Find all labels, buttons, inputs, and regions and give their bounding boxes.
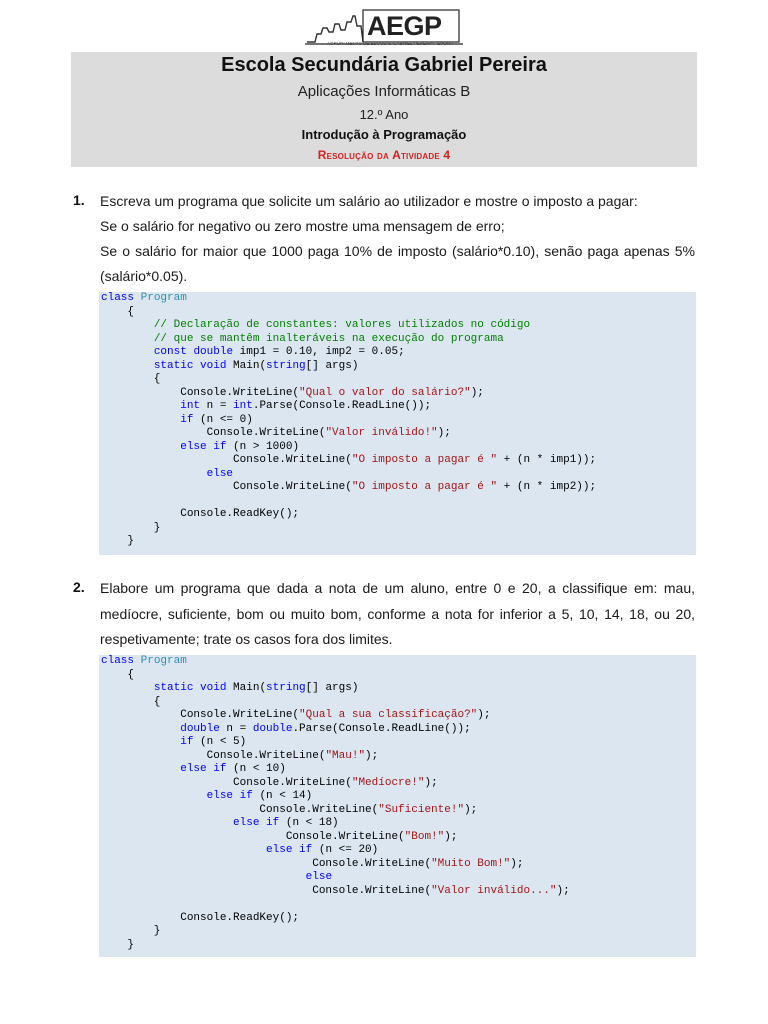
code-line [101, 535, 696, 549]
code-token: Program [140, 292, 187, 304]
school-name: Escola Secundária Gabriel Pereira [221, 54, 547, 76]
code-token: else [180, 440, 207, 453]
code-token: const [153, 346, 187, 358]
code-token: Console.ReadKey(); [101, 911, 300, 924]
code-token [233, 790, 240, 802]
code-token: Console.WriteLine( [101, 427, 326, 439]
code-token: class [101, 292, 135, 304]
code-token: (n < 14) [252, 790, 313, 802]
code-line [101, 912, 696, 926]
code-token: if [180, 736, 194, 748]
code-token: "Valor inválido..." [431, 884, 557, 897]
code-token: { [101, 305, 135, 318]
code-token: "Suficiente!" [378, 803, 465, 816]
code-line [101, 292, 696, 306]
code-token: [] args) [305, 359, 359, 372]
code-token: // que se mantêm inalteráveis na execução do programa [153, 332, 504, 345]
code-token: Program [140, 655, 187, 667]
code-line [101, 871, 696, 885]
code-token: int [180, 400, 201, 412]
code-token: } [101, 925, 161, 937]
code-token: } [101, 521, 161, 534]
code-token: (n <= 0) [193, 413, 253, 426]
code-token: Console.WriteLine( [101, 454, 352, 466]
question-number: 1. [73, 192, 85, 208]
document-header [71, 52, 697, 167]
code-token: } [101, 535, 135, 547]
code-token: if [213, 440, 227, 453]
code-token: Main( [226, 359, 267, 372]
code-token [101, 468, 207, 480]
code-token: Console.WriteLine( [101, 884, 432, 897]
code-token: string [266, 682, 306, 694]
code-token: static [153, 682, 194, 694]
code-token: { [101, 695, 161, 708]
code-token [134, 655, 141, 667]
code-line [101, 763, 696, 777]
code-token [101, 790, 207, 802]
code-token: Console.WriteLine( [101, 857, 432, 870]
code-token: void [200, 682, 227, 694]
code-token: else [180, 763, 207, 775]
code-line [101, 736, 696, 750]
code-token: double [193, 346, 234, 358]
code-token: Console.WriteLine( [101, 830, 405, 843]
code-token [134, 292, 141, 304]
code-token: n = [219, 722, 253, 735]
code-token: if [266, 817, 280, 829]
code-line [101, 723, 696, 737]
code-line [101, 885, 696, 899]
code-token [101, 333, 154, 345]
code-token [101, 844, 266, 856]
code-token [101, 441, 180, 453]
code-token: ); [510, 857, 524, 870]
code-line [101, 831, 696, 845]
code-block [99, 292, 696, 555]
code-line [101, 925, 696, 939]
code-block [99, 655, 696, 957]
code-token: .Parse(Console.ReadLine()); [292, 722, 471, 735]
code-token: ); [424, 776, 438, 789]
code-token: double [180, 722, 220, 735]
code-line [101, 817, 696, 831]
code-line [101, 939, 696, 953]
code-line [101, 522, 696, 536]
code-token: else [206, 467, 234, 480]
code-line [101, 777, 696, 791]
code-line [101, 495, 696, 509]
code-token: ); [556, 884, 570, 897]
code-token [101, 414, 180, 426]
code-token: "Qual a sua classificação?" [299, 709, 478, 721]
code-token: else [305, 871, 333, 883]
code-token [101, 360, 154, 372]
code-token: + (n * imp1)); [497, 454, 597, 466]
code-token: + (n * imp2)); [497, 481, 597, 493]
code-token: [] args) [305, 682, 359, 694]
code-line [101, 682, 696, 696]
code-token: ); [365, 749, 379, 762]
question-text-line: Elabore um programa que dada a nota de um aluno, entre 0 e 20, a classifique em: mau, [100, 580, 695, 596]
code-token: ); [477, 709, 491, 721]
code-token: if [213, 763, 227, 775]
code-line [101, 481, 696, 495]
code-line [101, 346, 696, 360]
code-line [101, 441, 696, 455]
code-token: "Valor inválido!" [325, 427, 438, 439]
code-token: ); [464, 803, 478, 816]
code-token: ); [470, 386, 484, 399]
code-token: static [153, 359, 194, 372]
code-token: double [252, 722, 293, 735]
code-line [101, 373, 696, 387]
code-token [101, 346, 154, 358]
topic-title: Introdução à Programação [301, 127, 467, 142]
code-token [101, 871, 306, 883]
code-line [101, 360, 696, 374]
code-token: n = [200, 400, 234, 412]
question-text-line: Escreva um programa que solicite um salário ao utilizador e mostre o imposto a pagar: [100, 193, 638, 209]
code-token: int [233, 400, 253, 412]
code-token: { [101, 668, 135, 681]
question-text-line: Se o salário for negativo ou zero mostre uma mensagem de erro; [100, 218, 505, 234]
logo-subtitle: AGRUPAMENTO DE ESCOLAS GABRIEL PEREIRA - ÉVORA [327, 41, 453, 46]
code-token: else [233, 817, 260, 829]
code-line [101, 414, 696, 428]
code-token: "Qual o valor do salário?" [299, 386, 471, 399]
code-token: Main( [226, 682, 267, 694]
school-year: 12.º Ano [359, 107, 409, 122]
question-text-line: medíocre, suficiente, bom ou muito bom, conforme a nota for inferior a 5, 10, 14, 18, ou 20, [100, 606, 695, 622]
code-token [101, 319, 154, 331]
code-token [101, 763, 180, 775]
code-token: } [101, 938, 135, 951]
question-text-line: Se o salário for maior que 1000 paga 10% de imposto (salário*0.10), senão paga apenas 5% [100, 243, 695, 259]
code-token: ); [437, 427, 451, 439]
code-line [101, 306, 696, 320]
code-token [101, 723, 180, 735]
school-logo [303, 8, 465, 48]
code-token: if [180, 413, 194, 426]
code-token: "O imposto a pagar é " [351, 454, 498, 466]
code-token: "Medíocre!" [351, 776, 425, 789]
question-text-line: respetivamente; trate os casos fora dos limites. [100, 631, 393, 647]
question-text-line: (salário*0.05). [100, 268, 188, 284]
code-token: else [266, 844, 293, 856]
code-line [101, 400, 696, 414]
code-line [101, 696, 696, 710]
code-token: Console.WriteLine( [101, 776, 352, 789]
code-token: (n < 10) [226, 763, 286, 775]
code-token: "Mau!" [325, 749, 366, 762]
code-token [101, 400, 180, 412]
code-token: (n > 1000) [226, 440, 300, 453]
code-token: Console.ReadKey(); [101, 508, 300, 520]
code-line [101, 804, 696, 818]
code-token: .Parse(Console.ReadLine()); [252, 400, 432, 412]
logo-text: AEGP [367, 11, 442, 41]
code-token [101, 682, 154, 694]
code-token: Console.WriteLine( [101, 386, 300, 399]
code-token: "Bom!" [404, 830, 445, 843]
code-token: if [239, 790, 253, 802]
subject-name: Aplicações Informáticas B [297, 83, 471, 100]
code-token: Console.WriteLine( [101, 709, 300, 721]
code-line [101, 454, 696, 468]
code-line [101, 319, 696, 333]
code-line [101, 844, 696, 858]
code-token: // Declaração de constantes: valores utilizados no código [153, 319, 531, 331]
code-token: Console.WriteLine( [101, 803, 379, 816]
code-token: "O imposto a pagar é " [351, 481, 498, 493]
resolution-title: Resolução da Atividade 4 [317, 148, 451, 162]
code-token: (n < 5) [193, 736, 247, 748]
code-line [101, 898, 696, 912]
code-line [101, 333, 696, 347]
code-token: imp1 = 0.10, imp2 = 0.05; [233, 346, 405, 358]
code-line [101, 468, 696, 482]
code-line [101, 709, 696, 723]
code-line [101, 669, 696, 683]
code-token: ); [444, 830, 458, 843]
code-token: void [200, 359, 227, 372]
question-number: 2. [73, 579, 85, 595]
code-line [101, 508, 696, 522]
code-line [101, 790, 696, 804]
code-token [101, 817, 233, 829]
code-line [101, 750, 696, 764]
code-token: Console.WriteLine( [101, 481, 352, 493]
code-token: (n < 18) [279, 817, 339, 829]
code-line [101, 858, 696, 872]
code-token: if [299, 844, 313, 856]
code-token: "Muito Bom!" [431, 857, 511, 870]
code-line [101, 655, 696, 669]
code-token [101, 736, 180, 748]
code-token: (n <= 20) [312, 844, 379, 856]
code-line [101, 427, 696, 441]
code-token: Console.WriteLine( [101, 749, 326, 762]
code-token: class [101, 655, 135, 667]
code-token: else [206, 790, 234, 802]
code-token: string [266, 359, 306, 372]
code-line [101, 387, 696, 401]
code-token: { [101, 373, 161, 385]
